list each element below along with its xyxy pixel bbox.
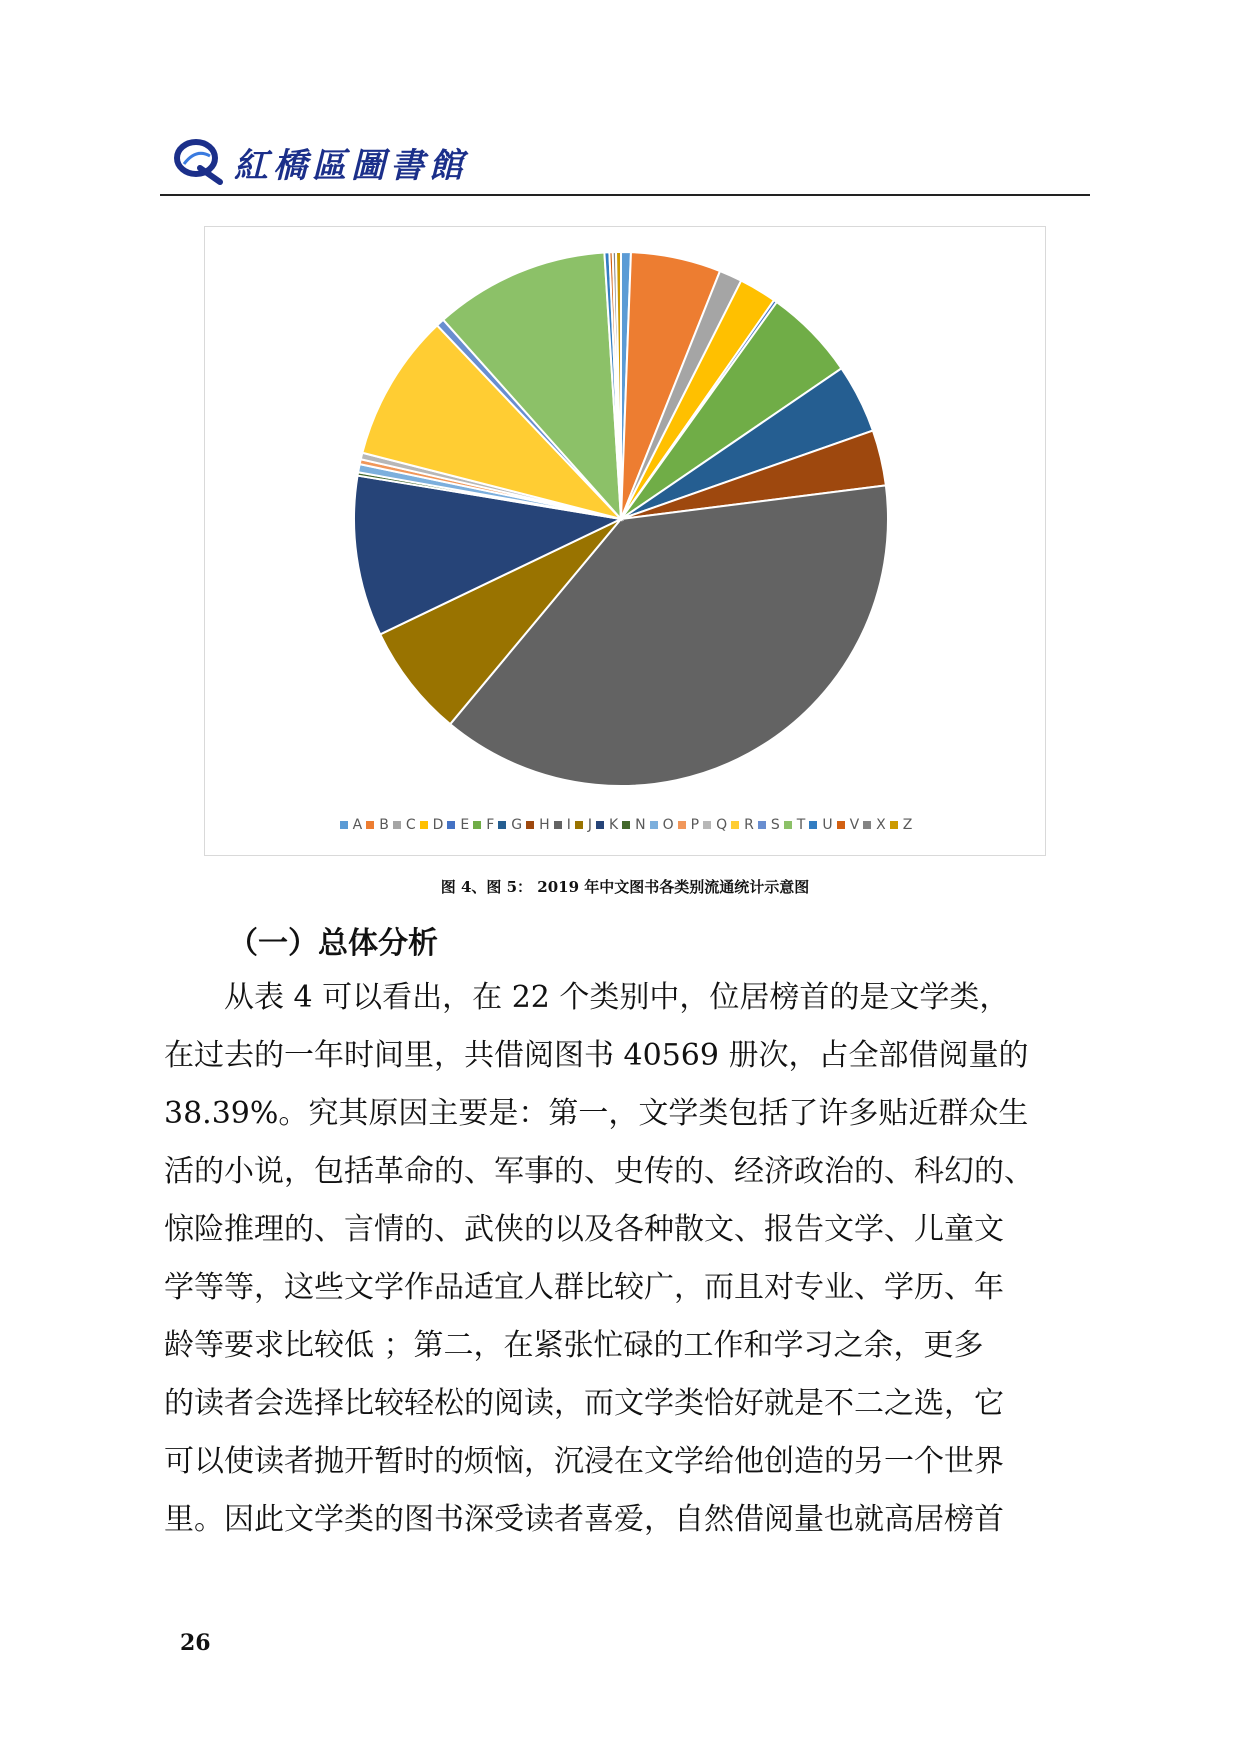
legend-label: A (352, 817, 363, 833)
legend-label: H (539, 817, 550, 833)
legend-item-S (758, 817, 780, 833)
legend-swatch (340, 821, 348, 829)
legend-item-V (837, 817, 860, 833)
legend-swatch (890, 821, 898, 829)
legend-swatch (575, 821, 583, 829)
legend-label: D (432, 817, 444, 833)
figure-caption: 图 4、图 5： 2019 年中文图书各类别流通统计示意图 (440, 878, 810, 896)
legend-label: B (379, 817, 389, 833)
legend-item-A (340, 817, 363, 833)
legend-label: F (486, 817, 495, 833)
legend-swatch (526, 821, 534, 829)
legend-item-R (731, 817, 754, 833)
paragraph-line: 38.39%。究其原因主要是：第一，文学类包括了许多贴近群众生 (164, 1096, 1029, 1131)
legend-item-I (554, 817, 571, 833)
paragraph-line: 可以使读者抛开暂时的烦恼，沉浸在文学给他创造的另一个世界 (164, 1444, 1004, 1479)
legend-item-J (575, 817, 592, 833)
legend-swatch (837, 821, 845, 829)
pie-chart (205, 227, 1047, 807)
legend-swatch (366, 821, 374, 829)
legend-item-X (863, 817, 886, 833)
legend-swatch (650, 821, 658, 829)
page-header (160, 124, 1090, 194)
legend-swatch (393, 821, 401, 829)
legend-item-E (447, 817, 469, 833)
legend-label: P (690, 817, 700, 833)
legend-item-N (622, 817, 645, 833)
legend-swatch (678, 821, 686, 829)
paragraph-line: 在过去的一年时间里，共借阅图书 40569 册次，占全部借阅量的 (164, 1038, 1029, 1073)
legend-label: S (770, 817, 780, 833)
legend-item-U (809, 817, 832, 833)
legend-swatch (809, 821, 817, 829)
legend-item-O (650, 817, 674, 833)
legend-swatch (703, 821, 711, 829)
paragraph-line: 里。因此文学类的图书深受读者喜爱，自然借阅量也就高居榜首 (164, 1502, 1004, 1537)
header-divider (160, 194, 1090, 196)
legend-label: O (662, 817, 674, 833)
legend-label: Q (716, 817, 728, 833)
legend-item-F (473, 817, 494, 833)
legend-label: I (566, 817, 571, 833)
page-number: 26 (180, 1630, 211, 1656)
legend-swatch (447, 821, 455, 829)
legend-swatch (863, 821, 871, 829)
paragraph-line: 惊险推理的、言情的、武侠的以及各种散文、报告文学、儿童文 (164, 1212, 1004, 1247)
paragraph-line: 活的小说，包括革命的、军事的、史传的、经济政治的、科幻的、 (164, 1154, 1034, 1189)
legend-swatch (420, 821, 428, 829)
legend-item-K (596, 817, 618, 833)
paragraph-line: 的读者会选择比较轻松的阅读，而文学类恰好就是不二之选，它 (164, 1386, 1004, 1421)
paragraph-line: 从表 4 可以看出，在 22 个类别中，位居榜首的是文学类， (224, 980, 1010, 1015)
legend-swatch (498, 821, 506, 829)
legend-label: X (876, 817, 886, 833)
legend-item-C (393, 817, 416, 833)
section-heading: （一）总体分析 (228, 926, 438, 961)
legend-item-P (678, 817, 699, 833)
legend-item-Z (890, 817, 913, 833)
legend-label: R (744, 817, 754, 833)
legend-item-D (420, 817, 444, 833)
legend-item-T (784, 817, 806, 833)
legend-item-H (526, 817, 550, 833)
chart-legend (205, 817, 1047, 833)
legend-label: K (608, 817, 619, 833)
legend-item-B (366, 817, 389, 833)
legend-label: N (635, 817, 646, 833)
legend-label: Z (902, 817, 913, 833)
legend-swatch (758, 821, 766, 829)
legend-label: T (796, 817, 806, 833)
legend-label: J (587, 817, 592, 833)
legend-swatch (554, 821, 562, 829)
legend-label: U (822, 817, 833, 833)
library-logo-icon (170, 134, 226, 186)
paragraph-line: 龄等要求比较低 ；第二，在紧张忙碌的工作和学习之余，更多 (164, 1328, 984, 1363)
legend-item-G (498, 817, 522, 833)
legend-swatch (784, 821, 792, 829)
legend-swatch (596, 821, 604, 829)
legend-swatch (622, 821, 630, 829)
library-name: 紅橋區圖書館 (234, 146, 468, 186)
chart-frame (204, 226, 1046, 856)
legend-item-Q (703, 817, 727, 833)
paragraph-line: 学等等，这些文学作品适宜人群比较广，而且对专业、学历、年 (164, 1270, 1004, 1305)
legend-label: C (405, 817, 416, 833)
legend-label: E (460, 817, 470, 833)
legend-label: V (849, 817, 860, 833)
legend-swatch (473, 821, 481, 829)
legend-swatch (731, 821, 739, 829)
legend-label: G (511, 817, 523, 833)
